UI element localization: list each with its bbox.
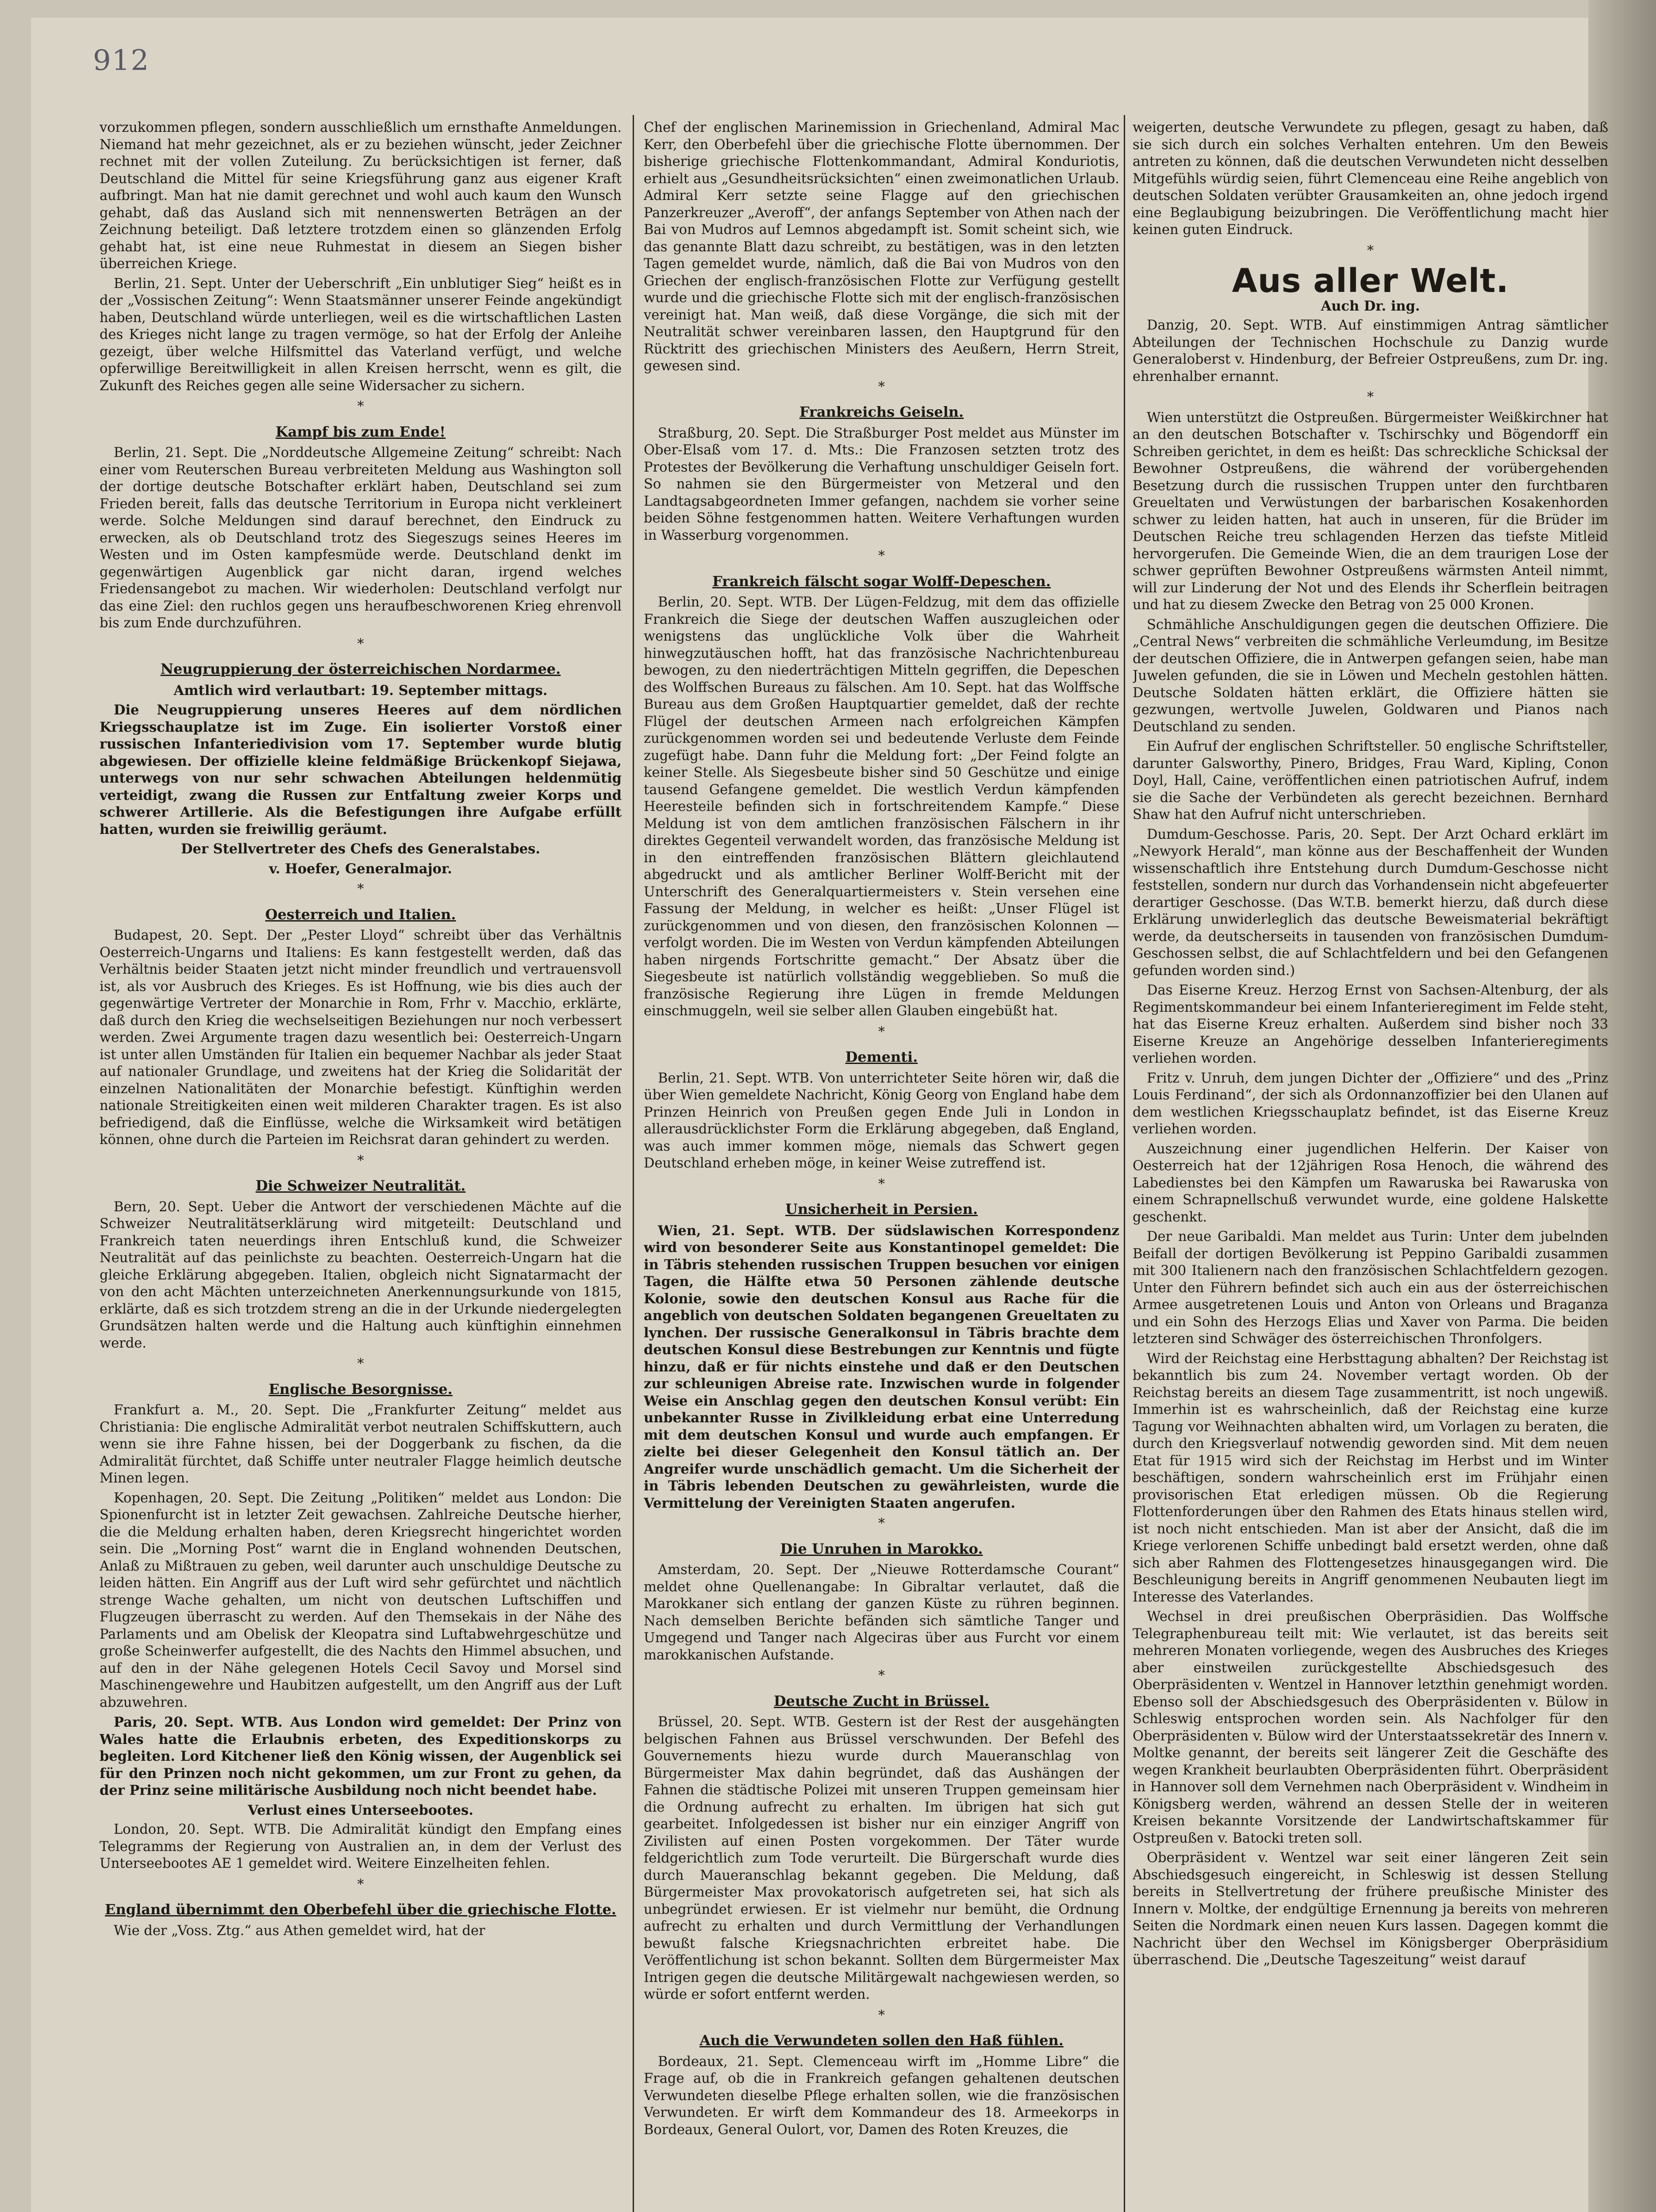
headline: Unsicherheit in Persien. (785, 1201, 978, 1217)
paragraph: Das Eiserne Kreuz. Herzog Ernst von Sachsen-Altenburg, der als Regimentskommandeur bei einem Infanterieregiment im Felde steht, hat das Eiserne Kreuz erhalten. Außerdem sind bisher noch 33 Eiserne Kreuze an Angehörige desselben Infanterieregiments verliehen worden. (1133, 983, 1608, 1066)
paragraph: Berlin, 20. Sept. WTB. Der Lügen-Feldzug, mit dem das offizielle Frankreich die Siege der deutschen Waffen auszugleichen oder wenigstens das unglückliche Volk über die Wahrheit hinwegzutäuschen hofft, hat das französische Nachrichtenbureau bewogen, zu den niederträchtigen Mitteln gegriffen, die Depeschen des Wolffschen Bureaus zu fälschen. Am 10. Sept. hat das Wolffsche Bureau aus dem Großen Hauptquartier gemeldet, daß der rechte Flügel der deutschen Armeen nach erfolgreichen Kämpfen zurückgenommen worden sei und bedeutende Verluste dem Feinde zugefügt habe. Dann fuhr die Meldung fort: „Der Feind folgte an keiner Stelle. Als Siegesbeute bisher sind 50 Geschütze und einige tausend Gefangene gemeldet. Die westlich Verdun kämpfenden Heeresteile befinden sich in fortschreitendem Kampfe.“ Diese Meldung ist von dem amtlichen französischen Fälschern in ihr direktes Gegenteil verwandelt worden, das französische Meldung ist in den eintreffenden französischen Blättern gleichlautend abgedruckt und als amtlicher Berliner Wolff-Bericht mit der Unterschrift des Generalquartiermeisters v. Stein versehen eine Fassung der Meldung, in welcher es heißt: „Unser Flügel ist zurückgenommen und von diesen, den französischen Kolonnen — verfolgt worden. Die im Westen von Verdun kämpfenden Abteilungen haben nirgends Fortschritte gemacht.“ Der Absatz über die Siegesbeute ist natürlich vollständig weggeblieben. So muß die französische Regierung ihre Lügen in fremde Meldungen einschmuggeln, weil sie selber allen Glauben eingebüßt hat. (644, 595, 1119, 1019)
paragraph: Schmähliche Anschuldigungen gegen die deutschen Offiziere. Die „Central News“ verbreiten die schmähliche Verleumdung, im Besitze der deutschen Offiziere, die in Antwerpen gefangen seien, habe man Juwelen gefunden, die sie in Löwen und Mecheln gestohlen hätten. Deutsche Soldaten hätten erklärt, die Offiziere hätten sie gezwungen, wertvolle Juwelen, Goldwaren und Pianos nach Deutschland zu senden. (1133, 617, 1608, 735)
paragraph: Der neue Garibaldi. Man meldet aus Turin: Unter dem jubelnden Beifall der dortigen Bevölkerung ist Peppino Garibaldi zusammen mit 300 Italienern nach den französischen Schlachtfeldern gezogen. Unter den Führern befindet sich auch ein aus der österreichischen Armee ausgetretenen Louis und Anton von Orleans und Braganza und ein Sohn des Herzogs Elias und Xaver von Parma. Die beiden letzteren sind Schwäger des österreichischen Thronfolgers. (1133, 1229, 1608, 1347)
paragraph: Wie der „Voss. Ztg.“ aus Athen gemeldet wird, hat der (114, 1923, 485, 1939)
paragraph: Wien unterstützt die Ostpreußen. Bürgermeister Weißkirchner hat an den deutschen Botschafter v. Tschirschky und Bögendorff ein Schreiben gerichtet, in dem es heißt: Das schreckliche Schicksal der Bewohner Ostpreußens, die während der vorübergehenden Besetzung durch die russischen Truppen unter den furchtbaren Greueltaten und Verwüstungen der barbarischen Kosakenhorden schwer zu leiden hatten, hat auch in unseren, für die Brüder im Deutschen Reiche treu schlagenden Herzen das tiefste Mitleid hervorgerufen. Die Gemeinde Wien, die an dem traurigen Lose der schwer geprüften Bewohner Ostpreußens wärmsten Anteil nimmt, will zur Linderung der Not und des Elends ihr Scherflein beitragen und hat zu diesem Zwecke den Betrag von 25 000 Kronen. (1133, 410, 1608, 613)
separator: * (357, 636, 364, 652)
separator: * (357, 1876, 364, 1892)
paragraph: Brüssel, 20. Sept. WTB. Gestern ist der Rest der ausgehängten belgischen Fahnen aus Brüssel verschwunden. Der Befehl des Gouvernements hiezu wurde durch Maueranschlag von Bürgermeister Max dahin begründet, daß das Aushängen der Fahnen die städtische Polizei mit unseren Truppen gemeinsam hier die Ordnung aufrecht zu erhalten. Im übrigen hat sich gut gearbeitet. Infolgedessen ist bisher nur ein einziger Angriff von Zivilisten auf einen Posten vorgekommen. Der Täter wurde feldgerichtlich zum Tode verurteilt. Die Bürgerschaft wurde dies durch Maueranschlag bekannt gegeben. Die Meldung, daß Bürgermeister Max provokatorisch aufgetreten sei, hat sich als unbegründet erwiesen. Er ist vielmehr nur bemüht, die Ordnung aufrecht zu erhalten und durch Vermittlung der Verhandlungen bewußt falsche Kriegsnachrichten erbreitet habe. Die Veröffentlichung ist schon bekannt. Sollten dem Bürgermeister Max Intrigen gegen die deutsche Militärgewalt nachgewiesen werden, so würde er sofort entfernt werden. (644, 1714, 1119, 2002)
separator: * (878, 1024, 885, 1040)
paragraph: Ein Aufruf der englischen Schriftsteller. 50 englische Schriftsteller, darunter Galsworthy, Pinero, Bridges, Frau Ward, Kipling, Conon Doyl, Hall, Caine, veröffentlichen einen patriotischen Aufruf, indem sie die Sache der Verbündeten als gerecht bezeichnen. Bernhard Shaw hat den Aufruf nicht unterschrieben. (1133, 739, 1608, 822)
separator: * (357, 1356, 364, 1371)
paragraph: Dumdum-Geschosse. Paris, 20. Sept. Der Arzt Ochard erklärt im „Newyork Herald“, man könne aus der Beschaffenheit der Wunden wissenschaftlich ihre Entstehung durch Dumdum-Geschosse nicht feststellen, sondern nur durch das Vorhandensein nicht abgefeuerter derartiger Geschosse. (Das W.T.B. bemerkt hierzu, daß durch diese Erklärung unwiderleglich das deutsche Beweismaterial bekräftigt werde, da deutscherseits in tausenden von französischen Dumdum-Geschossen selbst, die auf Schlachtfeldern und bei den Gefangenen gefunden worden sind.) (1133, 826, 1608, 979)
headline: Kampf bis zum Ende! (275, 423, 446, 440)
column-1 (100, 119, 622, 2212)
paragraph: Bern, 20. Sept. Ueber die Antwort der verschiedenen Mächte auf die Schweizer Neutralitätserklärung wird mitgeteilt: Deutschland und Frankreich taten neuerdings ihren Entschluß kund, die Schweizer Neutralität auf das peinlichste zu beachten. Oesterreich-Ungarn hat die gleiche Erklärung abgegeben. Italien, obgleich nicht Signatarmacht der von den acht Mächten unterzeichneten Anerkennungsurkunde von 1815, erklärte, daß es sich trotzdem streng an die in der Urkunde niedergelegten Grundsätzen halten werde und die Haltung auch künftighin einnehmen werde. (100, 1199, 622, 1351)
separator: * (878, 1668, 885, 1683)
separator: * (878, 379, 885, 395)
signature: v. Hoefer, Generalmajor. (269, 860, 452, 877)
column-rule-2 (1124, 115, 1125, 2212)
headline: Die Schweizer Neutralität. (255, 1177, 466, 1194)
separator: * (878, 2007, 885, 2023)
separator: * (1367, 242, 1374, 258)
paragraph: Bordeaux, 21. Sept. Clemenceau wirft im „Homme Libre“ die Frage auf, ob die in Frankreich gefangen gehaltenen deutschen Verwundeten dieselbe Pflege erhalten sollen, wie die französischen Verwundeten. Er wirft dem Kommandeur des 18. Armeekorps in Bordeaux, General Oulort, vor, Damen des Roten Kreuzes, die (644, 2054, 1119, 2138)
section-title: Aus aller Welt. (1232, 262, 1509, 300)
paragraph: Chef der englischen Marinemission in Griechenland, Admiral Mac Kerr, den Oberbefehl über die griechische Flotte übernommen. Der bisherige griechische Flottenkommandant, Admiral Konduriotis, erhielt aus „Gesundheitsrücksichten“ einen zweimonatlichen Urlaub. Admiral Kerr setzte seine Flagge auf den griechischen Panzerkreuzer „Averoff“, der anfangs September von Athen nach der Bai von Mudros auf Lemnos abgedampft ist. Somit scheint sich, wie das genannte Blatt dazu schreibt, zu bestätigen, was in den letzten Tagen gemeldet wurde, nämlich, daß die Bai von Mudros von den Griechen der englisch-französischen Flotte zur Verfügung gestellt wurde und die griechische Flotte sich mit der englisch-französischen vereinigt hat. Man weiß, daß diese Vorgänge, die sich mit der Neutralität schwer vereinbaren lassen, den Hauptgrund für den Rücktritt des griechischen Ministers des Aeußern, Herrn Streit, gewesen sind. (644, 120, 1119, 374)
separator: * (357, 399, 364, 414)
separator: * (357, 1152, 364, 1168)
headline: Oesterreich und Italien. (265, 906, 456, 923)
paragraph: Wien, 21. Sept. WTB. Der südslawischen Korrespondenz wird von besonderer Seite aus Konstantinopel gemeldet: Die in Täbris stehenden russischen Truppen besuchen vor einigen Tagen, die Hälfte etwa 50 Personen zählende deutsche Kolonie, sowie den deutschen Konsul aus Rache für die angeblich von deutschen Soldaten begangenen Greueltaten zu lynchen. Der russische Generalkonsul in Täbris brachte dem deutschen Konsul diese Bestrebungen zur Kenntnis und fügte hinzu, daß er für nichts einstehe und daß er den Deutschen zur schleunigen Abreise rate. Inzwischen wurde in folgender Weise ein Anschlag gegen den deutschen Konsul verübt: Ein unbekannter Russe in Zivilkleidung erbat eine Unterredung mit dem deutschen Konsul und wurde auch empfangen. Er zielte bei dieser Gelegenheit den Konsul tätlich an. Der Angreifer wurde unschädlich gemacht. Um die Sicherheit der in Täbris lebenden Deutschen zu gewährleisten, wurde die Vermittelung der Vereinigten Staaten angerufen. (644, 1222, 1119, 1511)
paragraph: Straßburg, 20. Sept. Die Straßburger Post meldet aus Münster im Ober-Elsaß vom 17. d. Mts.: Die Franzosen setzten trotz des Protestes der Bevölkerung die Verhaftung unschuldiger Geiseln fort. So nahmen sie den Bürgermeister von Metzeral und den Landtagsabgeordneten Immer gefangen, nachdem sie vorher seine beiden Söhne festgenommen hatten. Weitere Verhaftungen wurden in Wasserburg vorgenommen. (644, 425, 1119, 543)
subheadline: Verlust eines Unterseebootes. (248, 1802, 473, 1818)
paragraph: Paris, 20. Sept. WTB. Aus London wird gemeldet: Der Prinz von Wales hatte die Erlaubnis erbeten, des Expeditionskorps zu begleiten. Lord Kitchener ließ den König wissen, der Augenblick sei für den Prinzen noch nicht gekommen, um zur Front zu gehen, da der Prinz seine militärische Ausbildung noch nicht beendet habe. (100, 1714, 622, 1798)
paragraph: Danzig, 20. Sept. WTB. Auf einstimmigen Antrag sämtlicher Abteilungen der Technischen Hochschule zu Danzig wurde Generaloberst v. Hindenburg, der Befreier Ostpreußens, zum Dr. ing. ehrenhalber ernannt. (1133, 318, 1608, 384)
paragraph: weigerten, deutsche Verwundete zu pflegen, gesagt zu haben, daß sie sich durch ein solches Verhalten entehren. Um den Beweis antreten zu können, daß die deutschen Verwundeten nicht desselben Mitgefühls würdig seien, führt Clemenceau eine Reihe angeblich von deutschen Soldaten verübter Grausamkeiten an, ohne jedoch irgend eine Beglaubigung beizubringen. Die Veröffentlichung macht hier keinen guten Eindruck. (1133, 120, 1608, 238)
paragraph: Wechsel in drei preußischen Oberpräsidien. Das Wolffsche Telegraphenbureau teilt mit: Wie verlautet, ist das bereits seit mehreren Monaten vorliegende, wegen des Ausbruches des Krieges aber einstweilen zurückgestellte Abschiedsgesuch des Oberpräsidenten v. Wentzel in Hannover letzthin genehmigt worden. Ebenso soll der Abschiedsgesuch des Oberpräsidenten v. Bülow in Schleswig entsprochen worden sein. Als Nachfolger für den Oberpräsidenten v. Bülow wird der Unterstaatssekretär des Innern v. Moltke genannt, der bereits seit längerer Zeit die Geschäfte des wegen Krankheit beurlaubten Oberpräsidenten führt. Oberpräsident in Hannover soll dem Vernehmen nach Oberpräsident v. Windheim in Königsberg werden, während an dessen Stelle der in weiteren Kreisen bekannte Vorsitzende der Landwirtschaftskammer für Ostpreußen v. Batocki treten soll. (1133, 1609, 1608, 1846)
separator: * (878, 548, 885, 564)
headline: Frankreichs Geiseln. (799, 403, 964, 420)
paragraph: Wird der Reichstag eine Herbsttagung abhalten? Der Reichstag ist bekanntlich bis zum 24. November vertagt worden. Ob der Reichstag bereits an diesem Tage zusammentritt, ist noch ungewiß. Immerhin ist es wahrscheinlich, daß der Reichstag eine kurze Tagung vor Weihnachten abhalten wird, um Vorlagen zu beraten, die durch den Kriegsverlauf notwendig geworden sind. Mit dem neuen Etat für 1915 wird sich der Reichstag im Herbst und im Winter beschäftigen, sondern wahrscheinlich erst im Frühjahr einen provisorischen Etat erledigen müssen. Ob die Regierung Flottenforderungen über den Rahmen des Etats hinaus stellen wird, ist noch nicht entschieden. Man ist aber der Ansicht, daß die im Kriege verlorenen Schiffe unbedingt bald ersetzt werden, ohne daß sich aber Rahmen des Flottengesetzes hinausgegangen wird. Die Beschleunigung bereits in Angriff genommenen Neubauten liegt im Interesse des Vaterlandes. (1133, 1351, 1608, 1605)
headline: England übernimmt den Oberbefehl über die griechische Flotte. (105, 1901, 616, 1918)
paragraph: Kopenhagen, 20. Sept. Die Zeitung „Politiken“ meldet aus London: Die Spionenfurcht ist in letzter Zeit gewachsen. Zahlreiche Deutsche hierher, die die Meldung erhalten haben, deren Kriegsrecht hingerichtet worden sein. Die „Morning Post“ warnt die in England wohnenden Deutschen, Anlaß zu Mißtrauen zu geben, weil darunter auch unschuldige Deutsche zu leiden hätten. Ein Angriff aus der Luft wird sehr gefürchtet und nächtlich strenge Wache gehalten, um nicht von deutschen Luftschiffen und Flugzeugen überrascht zu werden. Auf den Themsekais in der Nähe des Parlaments und am Obelisk der Kleopatra sind Luftabwehrgeschütze und große Scheinwerfer aufgestellt, die des Nachts den Himmel absuchen, und auf den in der Nähe gelegenen Hotels Cecil Savoy und Morsel sind Maschinengewehre und Haubitzen aufgestellt, um den Angriff aus der Luft abzuwehren. (100, 1490, 622, 1710)
headline: Deutsche Zucht in Brüssel. (773, 1692, 990, 1709)
column-3 (1133, 119, 1608, 2212)
separator: * (878, 1176, 885, 1192)
paragraph: Berlin, 21. Sept. Unter der Ueberschrift „Ein unblutiger Sieg“ heißt es in der „Vossischen Zeitung“: Wenn Staatsmänner unserer Feinde angekündigt haben, Deutschland würde unterliegen, weil es die wirtschaftlichen Lasten des Krieges nicht lange zu tragen vermöge, so hat der Erfolg der Anleihe gezeigt, über welche Hilfsmittel das Vaterland verfügt, und welche opferwillige Bereitwilligkeit in allen Kreisen herrscht, wenn es gilt, die Zukunft des Reiches gegen alle seine Widersacher zu sichern. (100, 276, 622, 394)
paragraph: vorzukommen pflegen, sondern ausschließlich um ernsthafte Anmeldungen. Niemand hat mehr gezeichnet, als er zu beziehen wünscht, jeder Zeichner rechnet mit der vollen Zuteilung. Zu berücksichtigen ist ferner, daß Deutschland die Mittel für seine Kriegsführung ganz aus eigener Kraft aufbringt. Man hat nie damit gerechnet und wohl auch kaum den Wunsch gehabt, daß das Ausland sich mit nennenswerten Beträgen an der Zeichnung beteiligt. Daß letztere trotzdem einen so glänzenden Erfolg gehabt hat, ist eine neue Ruhmestat in diesem an Siegen bisher überreichen Kriege. (100, 120, 622, 272)
column-rule-1 (633, 115, 634, 2212)
paragraph: Der Stellvertreter des Chefs des Generalstabes. (181, 841, 540, 857)
paragraph: Oberpräsident v. Wentzel war seit einer längeren Zeit sein Abschiedsgesuch eingereicht, in Schleswig ist dessen Stellung bereits in Stellvertretung der frühere preußische Minister des Innern v. Moltke, der endgültige Ernennung ja bereits von mehreren Seiten die Nordmark einen neuen Kurs lassen. Dagegen kommt die Nachricht über den Wechsel im Königsberger Oberpräsidium überraschend. Die „Deutsche Tageszeitung“ weist darauf (1133, 1850, 1608, 1968)
headline: Englische Besorgnisse. (269, 1380, 453, 1398)
column-2 (644, 119, 1119, 2212)
paragraph: Amtlich wird verlautbart: 19. September mittags. (173, 682, 548, 699)
paragraph: Frankfurt a. M., 20. Sept. Die „Frankfurter Zeitung“ meldet aus Christiania: Die englische Admiralität verbot neutralen Schiffskuttern, auch wenn sie ihre Fahne hissen, bei der Doggerbank zu fischen, da die Admiralität fürchtet, daß Schiffe unter neutraler Flagge heimlich deutsche Minen legen. (100, 1402, 622, 1486)
paragraph: Budapest, 20. Sept. Der „Pester Lloyd“ schreibt über das Verhältnis Oesterreich-Ungarns und Italiens: Es kann festgestellt werden, daß das Verhältnis beider Staaten jetzt nicht minder freundlich und vertrauensvoll ist, als vor Ausbruch des Krieges. Es ist Hoffnung, wie bis dies auch der gegenwärtige Vertreter der Monarchie in Rom, Frhr v. Macchio, erklärte, daß durch den Krieg die wechselseitigen Beziehungen nur noch verbessert werden. Zwei Argumente tragen dazu wesentlich bei: Oesterreich-Ungarn ist unter allen Umständen für Italien ein bequemer Nachbar als jeder Staat auf nationaler Grundlage, und zweitens hat der Krieg die Solidarität der einzelnen Nationalitäten der Monarchie befestigt. Künftighin werden nationale Streitigkeiten einen weit milderen Charakter tragen. Es ist also befriedigend, daß die Einflüsse, welche die Wirksamkeit wird betätigen können, ohne durch die Parteien im Reichsrat daran gehindert zu werden. (100, 928, 622, 1148)
separator: * (357, 881, 364, 897)
paragraph: Auszeichnung einer jugendlichen Helferin. Der Kaiser von Oesterreich hat der 12jährigen Rosa Henoch, die während des Labedienstes bei den Kämpfen um Rawaruska bei Rawaruska von einem Schrapnellschuß verwundet wurde, eine goldene Halskette geschenkt. (1133, 1141, 1608, 1225)
paragraph: Berlin, 21. Sept. WTB. Von unterrichteter Seite hören wir, daß die über Wien gemeldete Nachricht, König Georg von England habe dem Prinzen Heinrich von Preußen gegen Ende Juli in London in allerausdrücklichster Form die Erklärung abgegeben, daß England, was auch immer kommen möge, niemals das Schwert gegen Deutschland erheben möge, in keiner Weise zutreffend ist. (644, 1070, 1119, 1171)
headline: Die Unruhen in Marokko. (780, 1540, 983, 1557)
separator: * (1367, 389, 1374, 405)
paragraph: Berlin, 21. Sept. Die „Norddeutsche Allgemeine Zeitung“ schreibt: Nach einer vom Reuterschen Bureau verbreiteten Meldung aus Washington soll der dortige deutsche Botschafter erklärt haben, Deutschland sei zum Frieden bereit, falls das deutsche Territorium in Europa nicht verkleinert werde. Solche Meldungen sind darauf berechnet, den Eindruck zu erwecken, als ob Deutschland trotz des Siegeszugs seines Heeres im Westen und im Osten kampfesmüde werde. Deutschland denkt im gegenwärtigen Augenblick gar nicht daran, irgend welches Friedensangebot zu machen. Wir wiederholen: Deutschland verfolgt nur das eine Ziel: den ruchlos gegen uns heraufbeschworenen Krieg ehrenvoll bis zum Ende durchzuführen. (100, 445, 622, 631)
headline: Neugruppierung der österreichischen Nordarmee. (160, 661, 561, 677)
paragraph: Die Neugruppierung unseres Heeres auf dem nördlichen Kriegsschauplatze ist im Zuge. Ein isolierter Vorstoß einer russischen Infanteriedivision vom 17. September wurde blutig abgewiesen. Der offizielle kleine feldmäßige Brückenkopf Siejawa, unterwegs von nur sehr schwachen Abteilungen heldenmütig verteidigt, zwang die Russen zur Entfaltung zweier Korps und schwerer Artillerie. Als die Befestigungen ihre Aufgabe erfüllt hatten, wurden sie freiwillig geräumt. (100, 702, 622, 837)
subheadline: Auch Dr. ing. (1321, 298, 1420, 314)
separator: * (878, 1516, 885, 1531)
headline: Frankreich fälscht sogar Wolff-Depeschen. (712, 572, 1051, 590)
paragraph: Fritz v. Unruh, dem jungen Dichter der „Offiziere“ und des „Prinz Louis Ferdinand“, der sich als Ordonnanzoffizier bei den Ulanen auf dem westlichen Kriegsschauplatz befindet, ist das Eiserne Kreuz verliehen worden. (1133, 1070, 1608, 1137)
paragraph: Amsterdam, 20. Sept. Der „Nieuwe Rotterdamsche Courant“ meldet ohne Quellenangabe: In Gibraltar verlautet, daß die Marokkaner sich entlang der ganzen Küste zu rühren beginnen. Nach demselben Berichte befänden sich sämtliche Tanger und Umgegend und Tanger nach Algeciras über aus Furcht vor einem marokkanischen Aufstande. (644, 1562, 1119, 1663)
paragraph: London, 20. Sept. WTB. Die Admiralität kündigt den Empfang eines Telegramms der Regierung von Australien an, in dem der Verlust des Unterseebootes AE 1 gemeldet wird. Weitere Einzelheiten fehlen. (100, 1822, 622, 1871)
headline: Dementi. (845, 1048, 918, 1065)
page-number: 912 (93, 44, 150, 77)
headline: Auch die Verwundeten sollen den Haß fühlen. (699, 2032, 1064, 2049)
